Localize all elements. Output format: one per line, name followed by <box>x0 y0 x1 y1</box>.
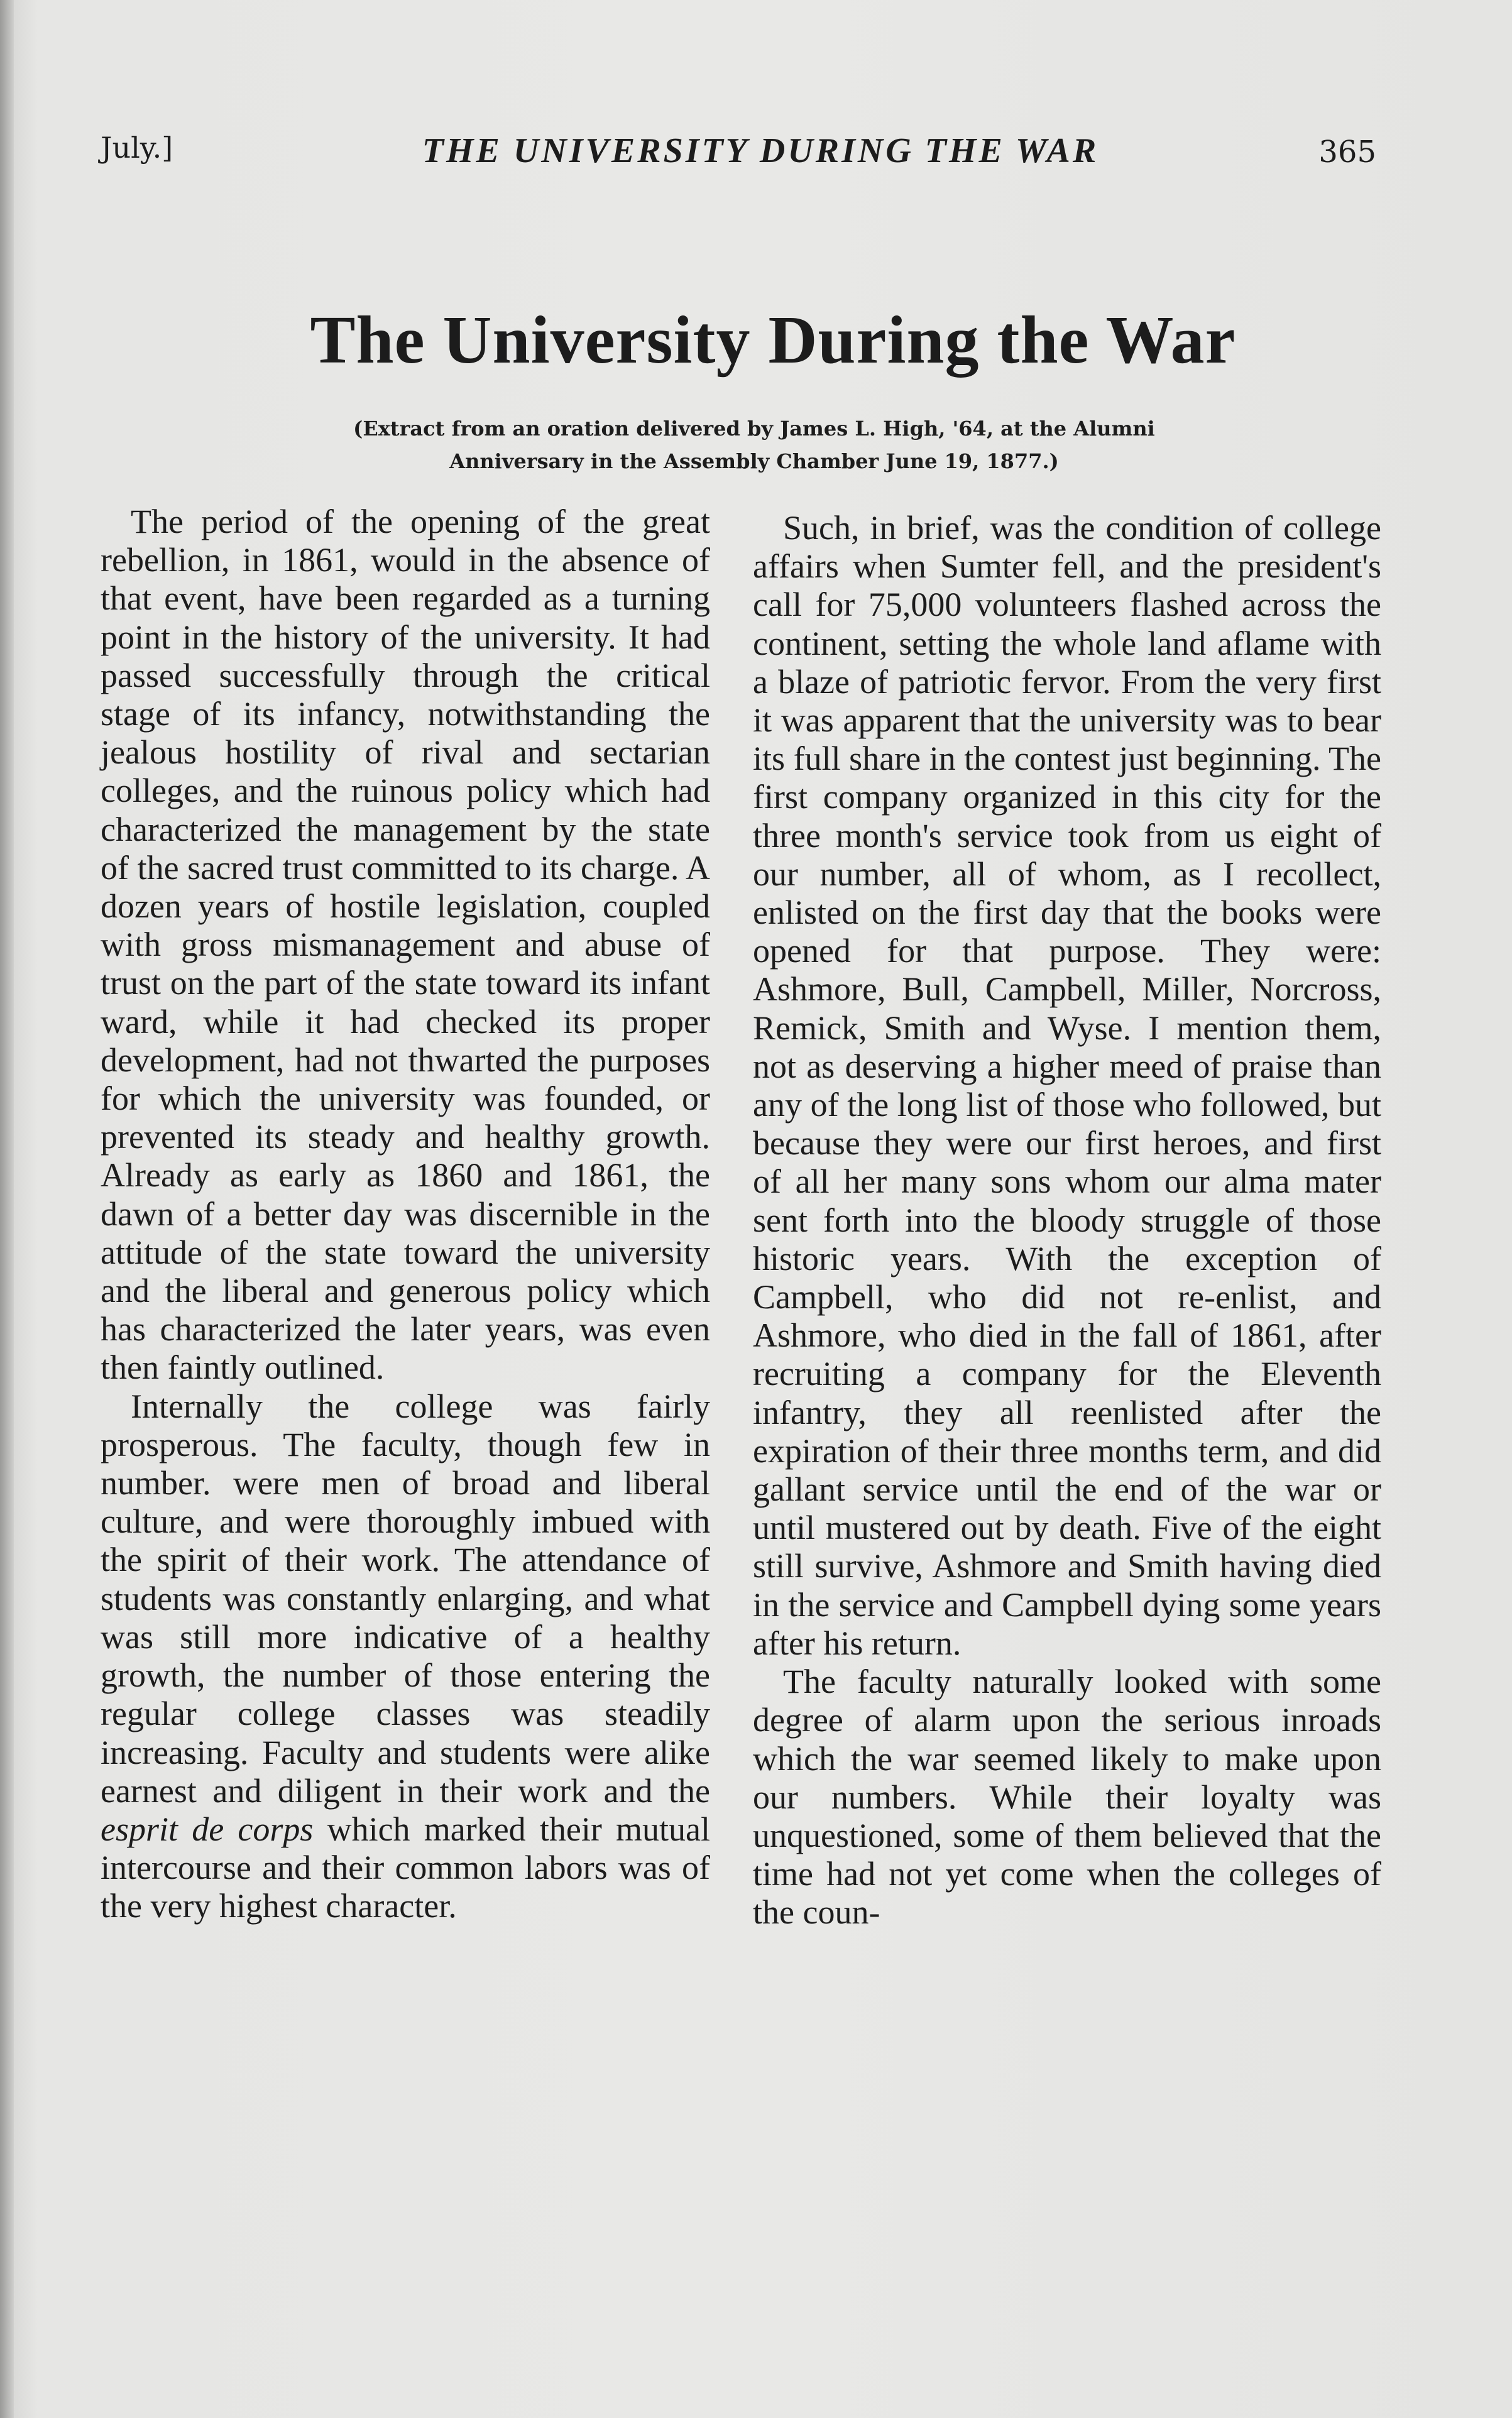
left-paragraph-2-text-a: Internally the college was fairly prosperous. The faculty, though few in number. were men of broad and liberal culture, and were thoroughly imbued with the spirit of their work. The attendance of students was constantly enlarging, and what was still more indicative of a healthy growth, the number of those entering the regular college classes was steadily increasing. Faculty and students were alike earnest and diligent in their work and the <box>101 1387 710 1810</box>
running-head <box>101 131 1376 181</box>
article-subtitle <box>220 412 1288 478</box>
subtitle-line-1: (Extract from an oration delivered by James L. High, '64, at the Alumni <box>353 417 1155 440</box>
right-paragraph-2: The faculty naturally looked with some degree of alarm upon the serious inroads which the war seemed likely to make upon our numbers. While their loyalty was unquestioned, some of them believed that the time had not yet come when the colleges of the coun- <box>753 1663 1381 1932</box>
left-column <box>101 503 710 1926</box>
article-title: The University During the War <box>310 303 1236 378</box>
left-paragraph-1: The period of the opening of the great rebellion, in 1861, would in the absence of that event, have been regarded as a turning point in the history of the university. It had passed successfully through the critical stage of its infancy, notwithstanding the jealous hostility of rival and sectarian colleges, and the ruinous policy which had characterized the management by the state of the sacred trust committed to its charge. A dozen years of hostile legislation, coupled with gross mismanagement and abuse of trust on the part of the state toward its infant ward, while it had checked its proper development, had not thwarted the purposes for which the university was founded, or prevented its steady and healthy growth. Already as early as 1860 and 1861, the dawn of a better day was discernible in the attitude of the state toward the university and the liberal and generous policy which has characterized the later years, was even then faintly outlined. <box>101 503 710 1387</box>
left-paragraph-2 <box>101 1387 710 1926</box>
right-paragraph-1: Such, in brief, was the condition of college affairs when Sumter fell, and the president's call for 75,000 volunteers flashed across the continent, setting the whole land aflame with a blaze of patriotic fervor. From the very first it was apparent that the university was to bear its full share in the contest just beginning. The first company organized in this city for the three month's service took from us eight of our number, all of whom, as I recollect, enlisted on the first day that the books were opened for that purpose. They were: Ashmore, Bull, Campbell, Miller, Norcross, Remick, Smith and Wyse. I mention them, not as deserving a higher meed of praise than any of the long list of those who followed, but because they were our first heroes, and first of all her many sons whom our alma mater sent forth into the bloody struggle of those historic years. With the exception of Campbell, who did not re-enlist, and Ashmore, who died in the fall of 1861, after recruiting a company for the Eleventh infantry, they all reenlisted after the expiration of their three months term, and did gallant service until the end of the war or until mustered out by death. Five of the eight still survive, Ashmore and Smith having died in the service and Campbell dying some years after his return. <box>753 509 1381 1662</box>
italic-phrase: esprit de corps <box>101 1810 314 1848</box>
running-head-month: July.] <box>101 131 173 165</box>
page-binding-edge <box>0 0 14 2418</box>
running-head-title: THE UNIVERSITY DURING THE WAR <box>422 131 1099 170</box>
page-number: 365 <box>1318 134 1376 170</box>
subtitle-line-2: Anniversary in the Assembly Chamber June 19, 1877.) <box>449 449 1059 473</box>
right-column <box>753 509 1381 1932</box>
left-paragraph-2-text-b: which marked their mutual intercourse and their common labors was of the very highest character. <box>101 1810 711 1925</box>
